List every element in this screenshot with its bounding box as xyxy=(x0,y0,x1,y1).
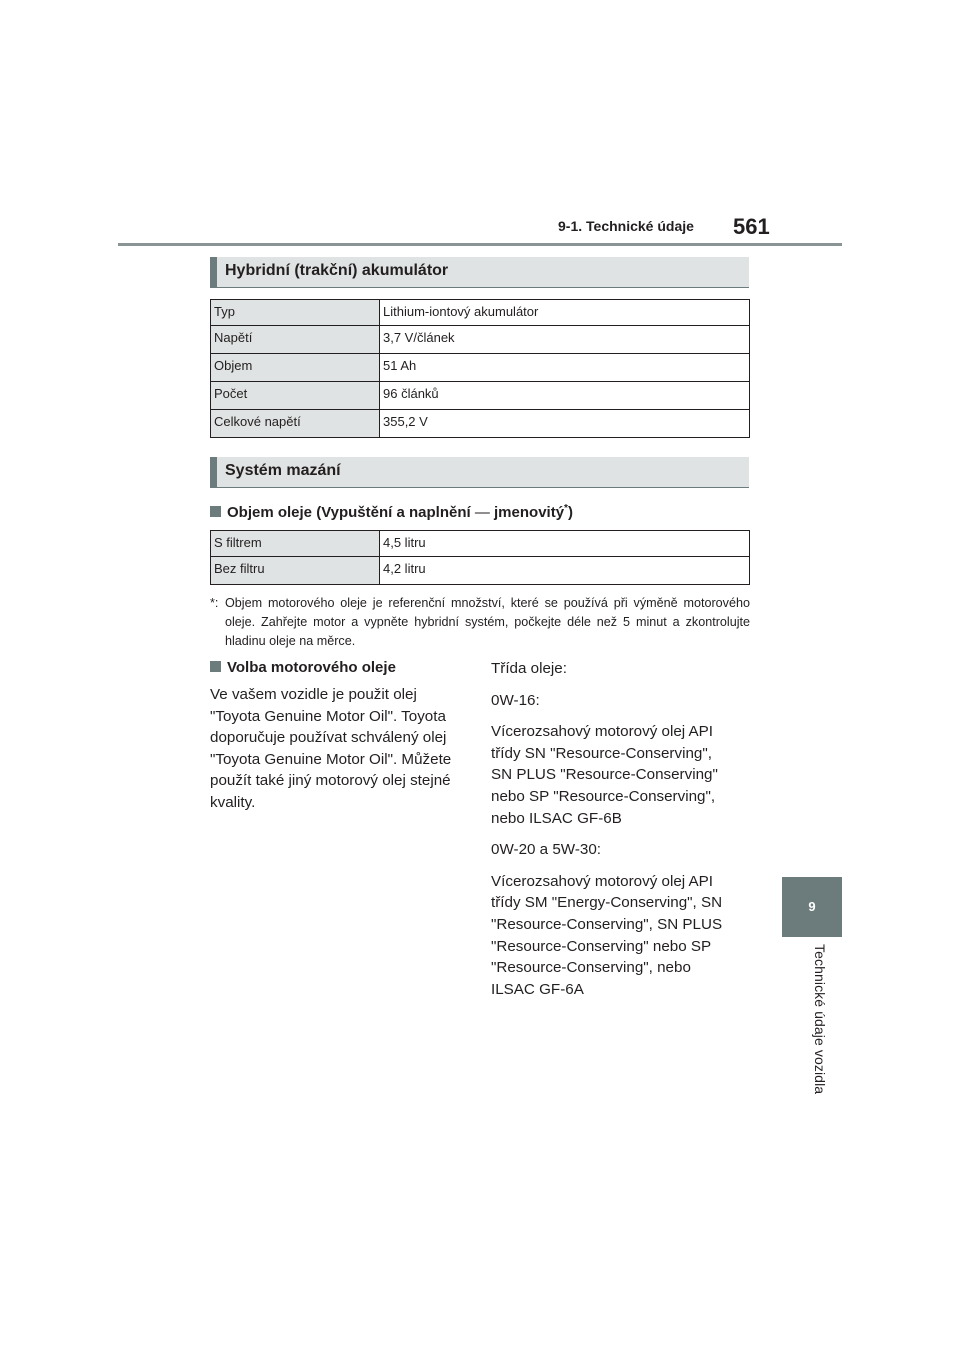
header-divider xyxy=(118,243,842,246)
table-cell-label: Typ xyxy=(211,300,380,326)
oil-volume-dash: — xyxy=(474,504,490,521)
section-heading-battery xyxy=(210,257,749,288)
text-line: ILSAC GF-6A xyxy=(491,980,584,998)
text-line: kvality. xyxy=(210,793,256,811)
oil-selection-heading xyxy=(210,659,396,676)
section-heading-lubrication-text: Systém mazání xyxy=(225,462,341,479)
oil-selection-text xyxy=(210,684,472,814)
oil-grade-text xyxy=(491,658,753,1010)
text-line: nebo ILSAC GF-6B xyxy=(491,809,622,827)
chapter-tab-number: 9 xyxy=(808,899,816,914)
text-line: "Resource-Conserving" nebo SP xyxy=(491,937,712,955)
chapter-tab-label: Technické údaje vozidla xyxy=(812,944,828,1095)
table-row xyxy=(211,557,750,585)
table-row xyxy=(211,531,750,557)
text-line: SN PLUS "Resource-Conserving" xyxy=(491,766,718,784)
table-row xyxy=(211,354,750,382)
footnote xyxy=(210,594,750,651)
oil-volume-title-end: jmenovitý xyxy=(494,504,565,521)
page-number: 561 xyxy=(733,214,770,239)
table-cell-label: S filtrem xyxy=(211,531,380,557)
table-row xyxy=(211,326,750,354)
oil-class-label: Třída oleje: xyxy=(491,660,567,677)
text-line: "Toyota Genuine Motor Oil". Můžete xyxy=(210,750,452,768)
section-heading-lubrication xyxy=(210,457,749,488)
text-line: "Resource-Conserving", SN PLUS xyxy=(491,915,723,933)
table-row xyxy=(211,382,750,410)
text-line: použít také jiný motorový olej stejné xyxy=(210,772,451,790)
table-cell-value: 4,5 litru xyxy=(380,531,750,557)
footnote-ref: * xyxy=(564,503,568,514)
table-cell-label: Počet xyxy=(211,382,380,410)
text-line: Vícerozsahový motorový olej API xyxy=(491,723,714,741)
oil-grade-description xyxy=(491,721,753,829)
table-cell-value: 51 Ah xyxy=(380,354,750,382)
oil-grade-label: 0W-20 a 5W-30: xyxy=(491,841,602,859)
oil-volume-title: Objem oleje (Vypuštění a naplnění xyxy=(227,504,471,521)
chapter-tab[interactable] xyxy=(782,877,842,937)
table-cell-value: 3,7 V/článek xyxy=(380,326,750,354)
text-line: třídy SM "Energy-Conserving", SN xyxy=(491,894,723,912)
oil-selection-title: Volba motorového oleje xyxy=(227,659,396,676)
text-line: "Toyota Genuine Motor Oil". Toyota xyxy=(210,707,446,725)
text-line: doporučuje používat schválený olej xyxy=(210,729,447,747)
section-heading-battery-text: Hybridní (trakční) akumulátor xyxy=(225,262,449,279)
table-row xyxy=(211,300,750,326)
text-line: třídy SN "Resource-Conserving", xyxy=(491,744,712,762)
table-cell-value: Lithium-iontový akumulátor xyxy=(380,300,750,326)
footnote-text: Objem motorového oleje je referenční množství, které se používá při výměně motorového oleje. Zahřejte motor a vypněte hybridní systém, počkejte déle než 5 minut a zkontrolujte hladinu oleje na měrce. xyxy=(225,596,750,648)
table-cell-value: 355,2 V xyxy=(380,410,750,438)
bullet-square-icon xyxy=(210,506,221,517)
oil-grade-label: 0W-16: xyxy=(491,691,540,709)
battery-spec-table xyxy=(210,299,750,438)
table-cell-value: 96 článků xyxy=(380,382,750,410)
oil-volume-close: ) xyxy=(567,504,573,521)
text-line: nebo SP "Resource-Conserving", xyxy=(491,787,716,805)
table-cell-label: Celkové napětí xyxy=(211,410,380,438)
footnote-mark: *: xyxy=(210,596,219,610)
oil-volume-table xyxy=(210,530,750,585)
text-line: "Resource-Conserving", nebo xyxy=(491,959,691,977)
oil-volume-heading xyxy=(210,503,573,521)
text-line: Ve vašem vozidle je použit olej xyxy=(210,686,417,703)
table-cell-value: 4,2 litru xyxy=(380,557,750,585)
bullet-square-icon xyxy=(210,661,221,672)
table-cell-label: Napětí xyxy=(211,326,380,354)
table-row xyxy=(211,410,750,438)
table-cell-label: Objem xyxy=(211,354,380,382)
table-cell-label: Bez filtru xyxy=(211,557,380,585)
oil-grade-description xyxy=(491,871,753,1001)
text-line: Vícerozsahový motorový olej API xyxy=(491,872,714,890)
chapter-title: 9-1. Technické údaje xyxy=(558,218,694,234)
